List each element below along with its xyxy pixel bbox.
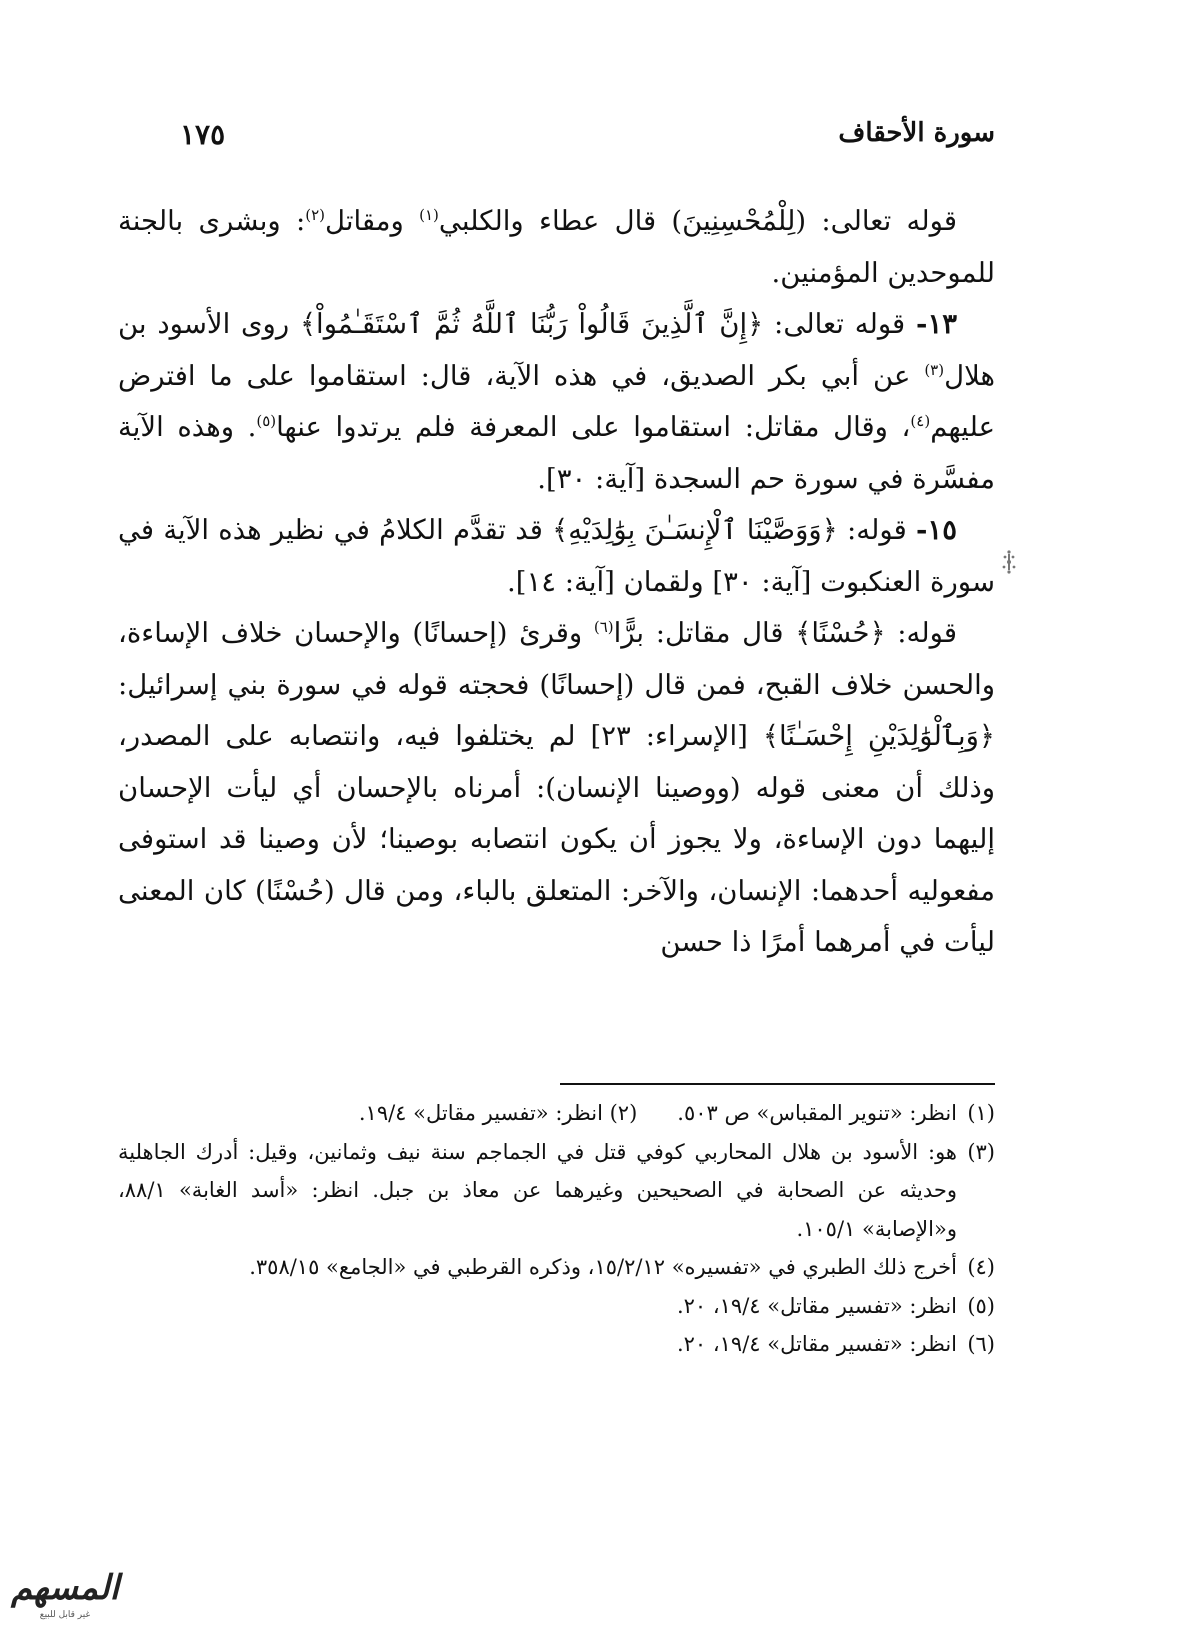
- footnote-text: انظر: «تفسير مقاتل» ١٩/٤، ٢٠.: [676, 1332, 957, 1356]
- footnote-ref-2: (٢): [305, 205, 326, 224]
- quran-verse: ﴿إِنَّ ٱلَّذِينَ قَالُواْ رَبُّنَا ٱللَّهُ ثُمَّ ٱسْتَقَـٰمُواْ﴾: [299, 308, 764, 340]
- text-run: : وبشرى بالجنة للموحدين المؤمنين.: [118, 205, 995, 289]
- main-text: [118, 196, 995, 969]
- footnote-text: أخرج ذلك الطبري في «تفسيره» ١٥/٢/١٢، وذكره القرطبي في «الجامع» ٣٥٨/١٥.: [249, 1255, 957, 1279]
- text-run: [الإسراء: ٢٣] لم يختلفوا فيه، وانتصابه على المصدر، وذلك أن معنى قوله (ووصينا الإنسان): أمرناه بالإحسان أي ليأت الإحسان إليهما دون الإساءة، ولا يجوز أن يكون انتصابه بوصينا؛ لأن وصينا قد استوفى مفعوليه أحدهما: الإنسان، والآخر: المتعلق بالباء، ومن قال (حُسْنًا) كان المعنى ليأت في أمرهما أمرًا ذا حسن: [118, 720, 995, 958]
- logo-subtext: غير قابل للبيع: [39, 1610, 91, 1620]
- footnote-text: هو: الأسود بن هلال المحاربي كوفي قتل في الجماجم سنة نيف وثمانين، وقيل: أدرك الجاهلية وحديثه عن الصحابة في الصحيحين وغيرهما عن معاذ بن جبل. انظر: «أسد الغابة» ٨٨/١، و«الإصابة» ١٠٥/١.: [118, 1139, 957, 1241]
- text-run: عن أبي بكر الصديق، في هذه الآية، قال: استقاموا على ما افترض عليهم: [118, 359, 995, 443]
- footnote-number: (٥): [967, 1293, 995, 1318]
- footnote-text: انظر: «تفسير مقاتل» ١٩/٤.: [358, 1101, 603, 1125]
- publisher-logo: [6, 1568, 126, 1630]
- footnote-number: (١): [967, 1101, 995, 1125]
- page-number: ١٧٥: [180, 118, 226, 151]
- verse-number: ١٥-: [916, 514, 957, 546]
- quran-verse: ﴿حُسْنًا﴾: [795, 617, 886, 649]
- footnote-ref-1: (١): [419, 205, 439, 224]
- text-run: وقرئ (إحسانًا) والإحسان خلاف الإساءة، والحسن خلاف القبح، فمن قال (إحسانًا) فحجته قوله في سورة بني إسرائيل:: [118, 617, 995, 701]
- paragraph-2: [118, 299, 995, 505]
- footnote-6: [118, 1325, 995, 1364]
- footnote-number: (٣): [967, 1139, 995, 1164]
- page-header: [180, 118, 995, 158]
- text-run: قد تقدَّم الكلامُ في نظير هذه الآية في سورة العنكبوت [آية: ٣٠] ولقمان [آية: ١٤].: [118, 514, 995, 598]
- text-run: روى الأسود بن هلال: [118, 308, 995, 392]
- footnote-1-2: [118, 1094, 995, 1133]
- paragraph-3: [118, 505, 995, 608]
- logo-text: المسهم: [10, 1568, 120, 1608]
- quran-verse: ﴿وَبِٱلْوَٰلِدَيْنِ إِحْسَـٰنًا﴾: [762, 720, 995, 752]
- footnote-text: انظر: «تفسير مقاتل» ١٩/٤، ٢٠.: [676, 1293, 957, 1318]
- footnote-text: انظر: «تنوير المقباس» ص ٥٠٣.: [677, 1101, 957, 1125]
- footnote-ref-6: (٦): [593, 617, 614, 636]
- text-run: . وهذه الآية مفسَّرة في سورة حم السجدة [آية: ٣٠].: [118, 411, 995, 495]
- margin-ornament-icon: [1000, 548, 1018, 578]
- footnote-4: [118, 1248, 995, 1287]
- footnotes: [118, 1094, 995, 1364]
- text-run: ، وقال مقاتل: استقاموا على المعرفة فلم يرتدوا عنها: [276, 411, 911, 443]
- text-run: قوله تعالى: (لِلْمُحْسِنِينَ) قال عطاء والكلبي: [438, 205, 958, 237]
- footnote-separator: [560, 1083, 995, 1085]
- text-run: ومقاتل: [325, 205, 420, 237]
- footnote-5: [118, 1287, 995, 1326]
- footnote-number: (٤): [967, 1255, 995, 1279]
- footnote-ref-3: (٣): [924, 360, 945, 379]
- text-run: قوله تعالى:: [763, 308, 917, 340]
- quran-verse: ﴿وَوَصَّيْنَا ٱلْإِنسَـٰنَ بِوَٰلِدَيْهِ﴾: [552, 514, 838, 546]
- text-run: قوله:: [885, 617, 957, 649]
- text-run: قوله:: [837, 514, 916, 546]
- paragraph-4: [118, 608, 995, 969]
- surah-title: سورة الأحقاف: [838, 118, 995, 148]
- verse-number: ١٣-: [916, 308, 957, 340]
- footnote-ref-4: (٤): [910, 411, 931, 430]
- paragraph-1: [118, 196, 995, 299]
- footnote-3: [118, 1133, 995, 1249]
- footnote-number: (٦): [967, 1332, 995, 1356]
- text-run: قال مقاتل: برًّا: [613, 617, 796, 649]
- footnote-ref-5: (٥): [256, 411, 277, 430]
- footnote-number: (٢): [609, 1101, 638, 1125]
